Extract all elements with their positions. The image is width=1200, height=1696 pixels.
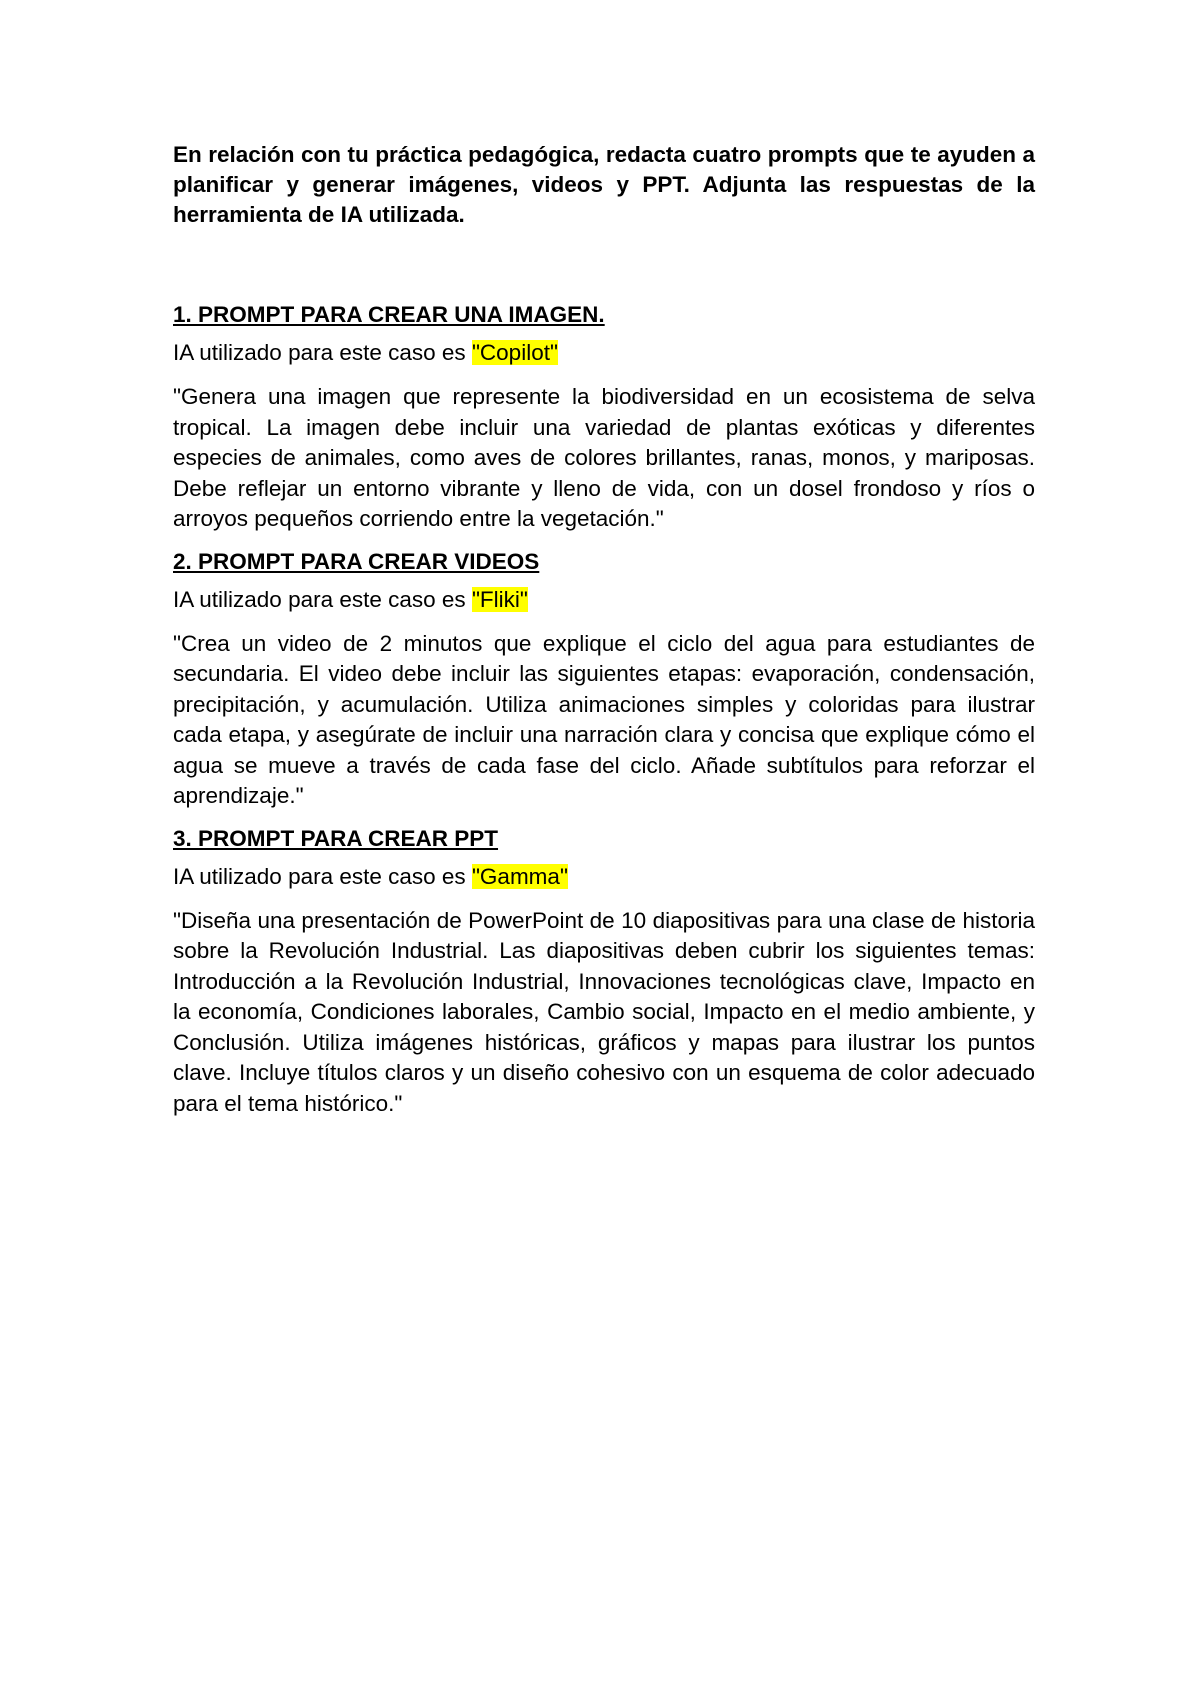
tool-name-highlight: "Fliki" <box>471 586 528 612</box>
tool-name-highlight: "Gamma" <box>471 863 568 889</box>
tool-line <box>173 585 1035 615</box>
section-heading: 3. PROMPT PARA CREAR PPT <box>173 825 499 851</box>
tool-prefix: IA utilizado para este caso es <box>173 863 472 889</box>
tool-line <box>173 338 1035 368</box>
section-video-prompt <box>173 547 1035 812</box>
tool-prefix: IA utilizado para este caso es <box>173 586 472 612</box>
tool-line <box>173 862 1035 892</box>
section-heading: 2. PROMPT PARA CREAR VIDEOS <box>173 548 540 574</box>
section-image-prompt <box>173 300 1035 535</box>
assignment-instructions: En relación con tu práctica pedagógica, redacta cuatro prompts que te ayuden a planificar y generar imágenes, videos y PPT. Adjunta las respuestas de la herramienta de IA utilizada. <box>173 142 1035 227</box>
prompt-text: "Genera una imagen que represente la biodiversidad en un ecosistema de selva tropical. La imagen debe incluir una variedad de plantas exóticas y diferentes especies de animales, como aves de colores brillantes, ranas, monos, y mariposas. Debe reflejar un entorno vibrante y lleno de vida, con un dosel frondoso y ríos o arroyos pequeños corriendo entre la vegetación." <box>173 384 1035 531</box>
section-heading: 1. PROMPT PARA CREAR UNA IMAGEN. <box>173 302 605 327</box>
prompt-text: "Crea un video de 2 minutos que explique el ciclo del agua para estudiantes de secundaria. El video debe incluir las siguientes etapas: evaporación, condensación, precipitación, y acumulación. Utiliza animaciones simples y coloridas para ilustrar cada etapa, y asegúrate de incluir una narración clara y concisa que explique cómo el agua se mueve a través de cada fase del ciclo. Añade subtítulos para reforzar el aprendizaje." <box>173 630 1035 808</box>
prompt-text: "Diseña una presentación de PowerPoint de 10 diapositivas para una clase de historia sobre la Revolución Industrial. Las diapositivas deben cubrir los siguientes temas: Introducción a la Revolución Industrial, Innovaciones tecnológicas clave, Impacto en la economía, Condiciones laborales, Cambio social, Impacto en el medio ambiente, y Conclusión. Utiliza imágenes históricas, gráficos y mapas para ilustrar los puntos clave. Incluye títulos claros y un diseño cohesivo con un esquema de color adecuado para el tema histórico." <box>173 907 1035 1116</box>
tool-name-highlight: "Copilot" <box>471 340 558 365</box>
document-page <box>173 140 1035 1131</box>
section-ppt-prompt <box>173 824 1035 1120</box>
tool-prefix: IA utilizado para este caso es <box>173 340 472 365</box>
